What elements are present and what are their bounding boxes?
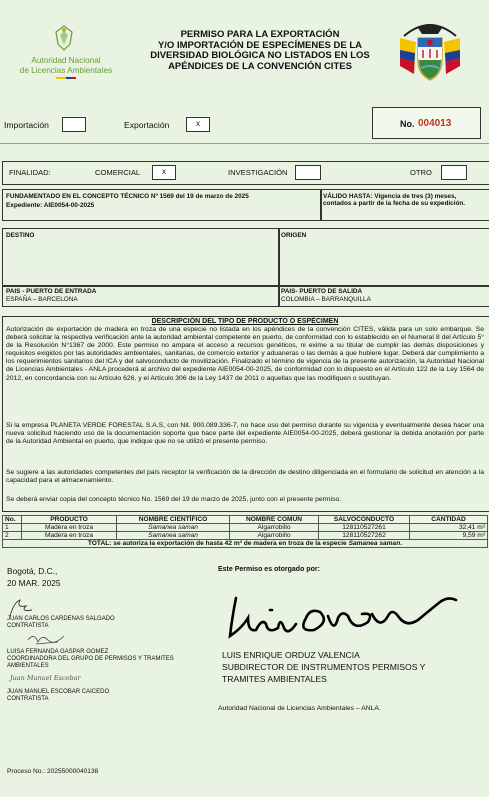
cell-common-name: Algarrobillo	[230, 532, 319, 540]
validity-text: VÁLIDO HASTA: Vigencia de tres (3) meses, contados a partir de la fecha de su expedición.	[323, 193, 466, 208]
permit-number-label: No.	[400, 119, 415, 129]
table-total-row	[3, 540, 488, 548]
agency-name-line2: de Licencias Ambientales	[19, 66, 113, 75]
issue-place: Bogotá, D.C.,	[7, 566, 58, 576]
title-line-2: Y/O IMPORTACIÓN DE ESPECÍMENES DE LA	[157, 39, 363, 51]
destination-box	[2, 228, 280, 287]
issue-date: 20 MAR. 2025	[7, 578, 61, 588]
table-total	[3, 540, 488, 548]
flag-stripe	[56, 77, 76, 79]
cell-scientific-name: Samanea saman	[117, 532, 230, 540]
export-label: Exportación	[124, 120, 170, 130]
small-signature-icon	[6, 596, 36, 618]
table-header-row	[3, 516, 488, 524]
reviewed-by-name: LUISA FERNANDA GASPAR GOMEZ	[7, 649, 109, 655]
products-table	[2, 515, 488, 548]
description-paragraph-3: Se sugiere a las autoridades competentes del país receptor la verificación de la dirección de destino diligenciada en el formulario de solicitud en atención a la capacidad para el almacenamiento.	[6, 469, 484, 485]
colombia-coat-of-arms-icon	[394, 16, 466, 88]
divider	[0, 143, 489, 144]
description-paragraph-4: Se deberá enviar copia del concepto técnico No. 1569 del 19 de marzo de 2025, junto con el presente permiso.	[6, 496, 342, 503]
other-checkbox[interactable]	[441, 165, 467, 180]
cell-no: 2	[3, 532, 22, 540]
origin-box	[278, 228, 489, 287]
title-line-1: PERMISO PARA LA EXPORTACIÓN	[180, 29, 340, 40]
research-label: INVESTIGACIÓN	[228, 168, 288, 177]
col-no: No.	[3, 516, 22, 524]
research-checkbox[interactable]	[295, 165, 321, 180]
other-label: OTRO	[410, 168, 432, 177]
granted-by-label: Este Permiso es otorgado por:	[218, 566, 320, 573]
approved-by-role: CONTRATISTA	[7, 696, 49, 702]
cell-common-name: Algarrobillo	[230, 524, 319, 532]
signer-agency: Autoridad Nacional de Licencias Ambientales – ANLA.	[218, 705, 381, 712]
signer-role-line-2: TRAMITES AMBIENTALES	[222, 674, 327, 684]
agency-name-line1: Autoridad Nacional	[31, 56, 101, 65]
col-safe-conduct: SALVOCONDUCTO	[319, 516, 410, 524]
total-species: Samanea saman	[348, 540, 401, 547]
cell-product: Madera en troza	[22, 524, 117, 532]
purpose-label: FINALIDAD:	[9, 168, 51, 177]
cell-scientific-name: Samanea saman	[117, 524, 230, 532]
table-row	[3, 524, 488, 532]
col-common-name: NOMBRE COMÚN	[230, 516, 319, 524]
total-prefix: TOTAL: se autoriza la exportación de hasta 42 m³ de madera en troza de la especie	[87, 540, 349, 547]
destination-label: DESTINO	[6, 232, 35, 239]
permit-number-value: 004013	[418, 118, 452, 129]
title-line-3: DIVERSIDAD BIOLÓGICA NO LISTADOS EN LOS	[150, 50, 370, 62]
anla-emblem-icon	[52, 24, 76, 52]
main-signature-icon	[222, 588, 462, 646]
entry-port-value: ESPAÑA – BARCELONA	[6, 296, 78, 303]
cell-product: Madera en troza	[22, 532, 117, 540]
exit-port-value: COLOMBIA – BARRANQUILLA	[281, 296, 371, 303]
permit-number-box	[372, 107, 481, 139]
description-paragraph-1: Autorización de exportación de madera en troza de una especie no listada en los apéndices de la convención CITES, válida para un solo embarque. Se deberá solicitar la respectiva verificación ante la autoridad ambiental competente en puerto, de conformidad con lo establecido en el Numeral 8 del Artículo 5° de la Resolución N°1367 de 2000. Este permiso no ampara el acceso a recursos genéticos, ni exime a su titular de cumplir las demás disposiciones y requisitos exigidos por las autoridades ambientales, sanitarias, de comercio exterior y aduaneras o las demás a que hubiere lugar. Deberá dar cumplimiento a los requerimientos sanitarios del ICA y del salvoconducto de movilización. Finalizado el término de vigencia de la presente autorización, la Autoridad Nacional de Licencias Ambientales - ANLA procederá al archivo del expediente AIE0054-00-2025, de conformidad con lo dispuesto en el Artículo 122 de la Ley 1564 de 2012, en concordancia con su Artículo 626, y el Artículo 306 de la Ley 1437 de 2011 o aquellas que las modifiquen o sustituyan.	[6, 326, 484, 382]
export-checkbox[interactable]: x	[186, 117, 210, 132]
process-number: Proceso No.: 20255000040138	[7, 768, 99, 775]
basis-concept: FUNDAMENTADO EN EL CONCEPTO TÉCNICO Nº 1569 del 19 de marzo de 2025	[6, 193, 249, 200]
cell-safe-conduct: 128110527261	[319, 524, 410, 532]
commercial-checkbox[interactable]: x	[152, 165, 176, 180]
import-label: Importación	[4, 120, 49, 130]
table-row	[3, 532, 488, 540]
cell-quantity: 9,59 m³	[410, 532, 488, 540]
approver-signature: Juan Manuel Escobar	[10, 674, 81, 682]
prepared-by-role: CONTRATISTA	[7, 623, 49, 629]
document-title	[130, 30, 390, 73]
description-heading: DESCRIPCIÓN DEL TIPO DE PRODUCTO O ESPÉCIMEN	[151, 318, 339, 325]
title-line-4: APÉNDICES DE LA CONVENCIÓN CITES	[168, 61, 352, 73]
entry-port-label: PAIS - PUERTO DE ENTRADA	[6, 288, 97, 295]
cell-no: 1	[3, 524, 22, 532]
commercial-label: COMERCIAL	[95, 168, 141, 177]
reviewer-signature-icon	[26, 630, 66, 648]
origin-label: ORIGEN	[281, 232, 307, 239]
anla-logo	[8, 22, 124, 82]
col-scientific-name: NOMBRE CIENTÍFICO	[117, 516, 230, 524]
cell-safe-conduct: 128110527262	[319, 532, 410, 540]
total-suffix: .	[400, 540, 403, 547]
basis-file-number: Expediente: AIE0054-00-2025	[6, 202, 95, 209]
cell-quantity: 32,41 m³	[410, 524, 488, 532]
description-paragraph-2: Si la empresa PLANETA VERDE FORESTAL S.A.S, con Nit. 900.089.336-7, no hace uso del permiso durante su vigencia y eventualmente desea hacer una nueva solicitud haciendo uso de la documentación soporte que hace parte del expediente AIE0054-00-2025, deberá gestionar la debida anotación por parte de la Autoridad Ambiental en puerto, que indique que no se utilizó el presente permiso.	[6, 422, 484, 446]
prepared-by-name: JUAN CARLOS CARDENAS SALGADO	[7, 616, 115, 622]
signer-role-line-1: SUBDIRECTOR DE INSTRUMENTOS PERMISOS Y	[222, 662, 426, 672]
exit-port-label: PAIS- PUERTO DE SALIDA	[281, 288, 363, 295]
col-product: PRODUCTO	[22, 516, 117, 524]
reviewed-by-role: COORDINADORA DEL GRUPO DE PERMISOS Y TRAMITES AMBIENTALES	[7, 656, 174, 669]
approved-by-name: JUAN MANUEL ESCOBAR CAICEDO	[7, 689, 110, 695]
col-quantity: CANTIDAD	[410, 516, 488, 524]
signer-name: LUIS ENRIQUE ORDUZ VALENCIA	[222, 650, 360, 660]
import-checkbox[interactable]	[62, 117, 86, 132]
